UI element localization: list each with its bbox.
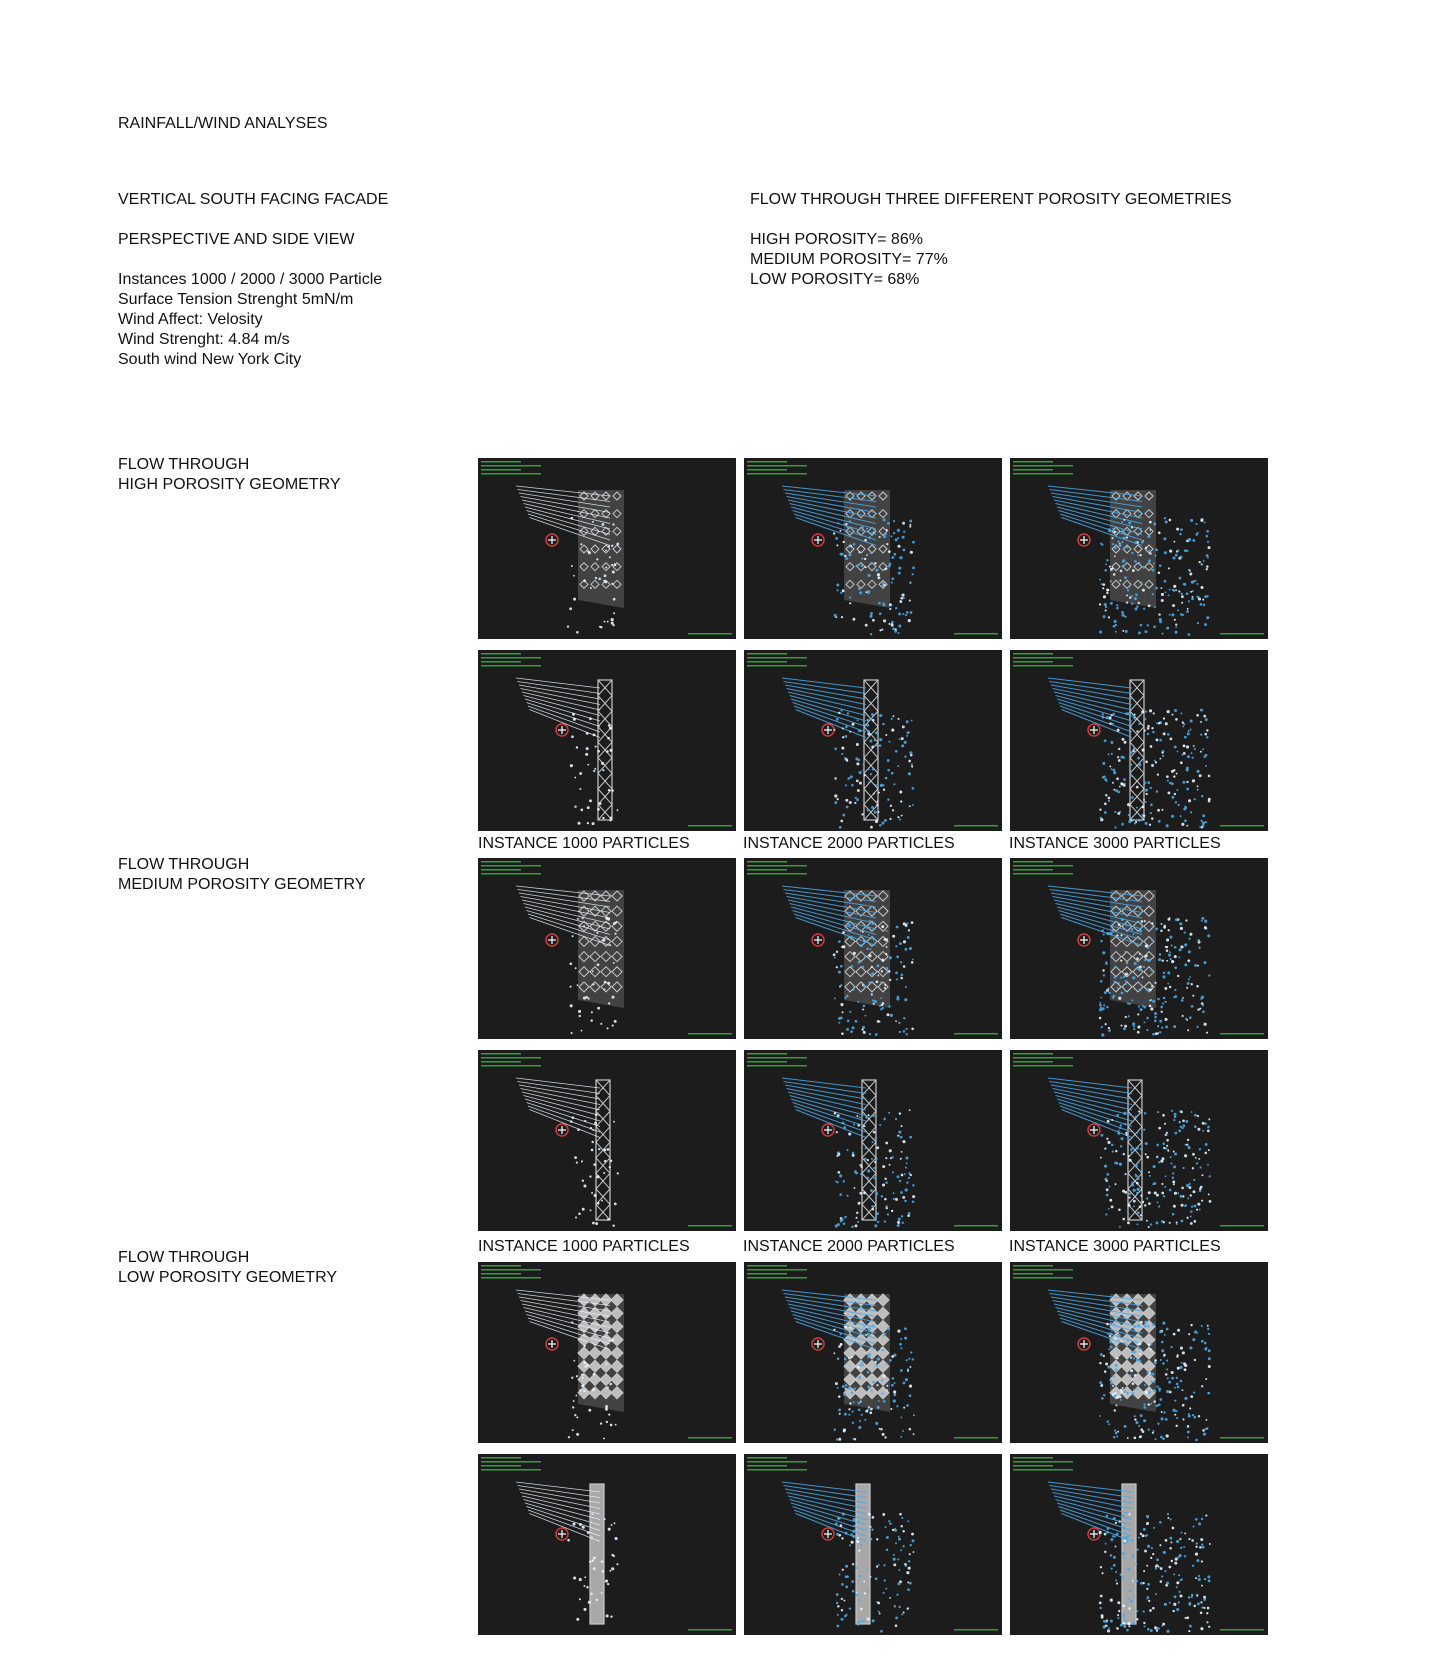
render-medium-side-3000 bbox=[1010, 1050, 1268, 1231]
emitter-marker bbox=[556, 724, 568, 736]
hud-footer bbox=[1220, 825, 1264, 827]
render-canvas bbox=[744, 1454, 1002, 1635]
render-canvas bbox=[744, 1262, 1002, 1443]
porosity-list bbox=[750, 230, 1232, 290]
left-info-block bbox=[118, 190, 388, 370]
param-wind-strength: Wind Strenght: 4.84 m/s bbox=[118, 331, 290, 348]
porosity-low: LOW POROSITY= 68% bbox=[750, 271, 920, 288]
hud-footer bbox=[954, 1629, 998, 1631]
render-high-perspective-2000 bbox=[744, 458, 1002, 639]
hud-overlay bbox=[1013, 1053, 1073, 1067]
hud-footer bbox=[1220, 1437, 1264, 1439]
section-label-line: FLOW THROUGH bbox=[118, 856, 250, 873]
render-low-side-1000 bbox=[478, 1454, 736, 1635]
render-canvas bbox=[1010, 858, 1268, 1039]
emitter-marker bbox=[1088, 1528, 1100, 1540]
emitter-marker bbox=[1078, 534, 1090, 546]
render-high-perspective-3000 bbox=[1010, 458, 1268, 639]
hud-overlay bbox=[481, 461, 541, 475]
render-canvas bbox=[478, 1454, 736, 1635]
render-canvas bbox=[1010, 1050, 1268, 1231]
section-label-medium bbox=[118, 855, 365, 895]
section-label-line: FLOW THROUGH bbox=[118, 456, 250, 473]
hud-footer bbox=[954, 1225, 998, 1227]
hud-overlay bbox=[747, 653, 807, 667]
render-canvas bbox=[478, 858, 736, 1039]
param-wind-location: South wind New York City bbox=[118, 351, 302, 368]
caption-instance-3000: INSTANCE 3000 PARTICLES bbox=[1009, 1238, 1221, 1255]
render-canvas bbox=[744, 858, 1002, 1039]
hud-overlay bbox=[481, 1265, 541, 1279]
particle-stream bbox=[782, 678, 914, 829]
emitter-marker bbox=[812, 534, 824, 546]
right-info-block bbox=[750, 190, 1232, 290]
view-subheading: PERSPECTIVE AND SIDE VIEW bbox=[118, 231, 355, 248]
param-surface-tension: Surface Tension Strenght 5mN/m bbox=[118, 291, 354, 308]
emitter-marker bbox=[1088, 724, 1100, 736]
render-low-perspective-1000 bbox=[478, 1262, 736, 1443]
hud-footer bbox=[954, 825, 998, 827]
section-label-high bbox=[118, 455, 341, 495]
emitter-marker bbox=[546, 534, 558, 546]
hud-overlay bbox=[1013, 861, 1073, 875]
hud-footer bbox=[688, 1225, 732, 1227]
hud-overlay bbox=[747, 461, 807, 475]
hud-overlay bbox=[1013, 1265, 1073, 1279]
hud-overlay bbox=[481, 861, 541, 875]
hud-footer bbox=[954, 1033, 998, 1035]
render-canvas bbox=[1010, 650, 1268, 831]
porosity-medium: MEDIUM POROSITY= 77% bbox=[750, 251, 948, 268]
render-canvas bbox=[478, 650, 736, 831]
hud-footer bbox=[1220, 633, 1264, 635]
facade-geometry bbox=[864, 680, 878, 820]
hud-overlay bbox=[747, 1053, 807, 1067]
render-low-side-3000 bbox=[1010, 1454, 1268, 1635]
hud-overlay bbox=[481, 653, 541, 667]
render-high-side-2000 bbox=[744, 650, 1002, 831]
render-canvas bbox=[744, 458, 1002, 639]
particle-stream bbox=[516, 1078, 619, 1227]
param-instances: Instances 1000 / 2000 / 3000 Particle bbox=[118, 271, 383, 288]
render-canvas bbox=[1010, 1262, 1268, 1443]
render-canvas bbox=[478, 1262, 736, 1443]
emitter-marker bbox=[546, 1338, 558, 1350]
hud-footer bbox=[688, 633, 732, 635]
hud-footer bbox=[688, 1033, 732, 1035]
particle-stream bbox=[782, 1078, 915, 1228]
render-canvas bbox=[1010, 458, 1268, 639]
section-label-line: MEDIUM POROSITY GEOMETRY bbox=[118, 876, 366, 893]
caption-instance-1000: INSTANCE 1000 PARTICLES bbox=[478, 835, 690, 852]
particle-stream bbox=[1048, 678, 1211, 829]
facade-geometry bbox=[862, 1080, 876, 1220]
hud-overlay bbox=[481, 1053, 541, 1067]
emitter-marker bbox=[812, 1338, 824, 1350]
hud-footer bbox=[1220, 1033, 1264, 1035]
hud-footer bbox=[954, 633, 998, 635]
emitter-marker bbox=[1078, 934, 1090, 946]
hud-overlay bbox=[1013, 461, 1073, 475]
emitter-marker bbox=[546, 934, 558, 946]
section-label-low bbox=[118, 1248, 337, 1288]
emitter-marker bbox=[556, 1124, 568, 1136]
hud-footer bbox=[1220, 1629, 1264, 1631]
section-label-line: HIGH POROSITY GEOMETRY bbox=[118, 476, 341, 493]
emitter-marker bbox=[822, 1124, 834, 1136]
emitter-marker bbox=[1078, 1338, 1090, 1350]
hud-footer bbox=[1220, 1225, 1264, 1227]
render-high-side-1000 bbox=[478, 650, 736, 831]
render-canvas bbox=[744, 650, 1002, 831]
caption-instance-2000: INSTANCE 2000 PARTICLES bbox=[743, 1238, 955, 1255]
emitter-marker bbox=[556, 1528, 568, 1540]
page-title: RAINFALL/WIND ANALYSES bbox=[118, 115, 328, 132]
hud-overlay bbox=[747, 1457, 807, 1471]
particle-stream bbox=[782, 1482, 914, 1633]
simulation-parameters bbox=[118, 270, 388, 370]
render-canvas bbox=[744, 1050, 1002, 1231]
render-high-side-3000 bbox=[1010, 650, 1268, 831]
porosity-heading: FLOW THROUGH THREE DIFFERENT POROSITY GEOMETRIES bbox=[750, 191, 1232, 208]
porosity-high: HIGH POROSITY= 86% bbox=[750, 231, 923, 248]
render-low-perspective-2000 bbox=[744, 1262, 1002, 1443]
render-medium-side-1000 bbox=[478, 1050, 736, 1231]
hud-overlay bbox=[481, 1457, 541, 1471]
emitter-marker bbox=[812, 934, 824, 946]
render-medium-perspective-1000 bbox=[478, 858, 736, 1039]
hud-footer bbox=[688, 1629, 732, 1631]
hud-overlay bbox=[1013, 653, 1073, 667]
emitter-marker bbox=[822, 724, 834, 736]
caption-instance-3000: INSTANCE 3000 PARTICLES bbox=[1009, 835, 1221, 852]
hud-footer bbox=[688, 825, 732, 827]
render-medium-side-2000 bbox=[744, 1050, 1002, 1231]
facade-geometry bbox=[590, 1484, 604, 1624]
section-label-line: LOW POROSITY GEOMETRY bbox=[118, 1269, 337, 1286]
hud-footer bbox=[688, 1437, 732, 1439]
caption-instance-2000: INSTANCE 2000 PARTICLES bbox=[743, 835, 955, 852]
render-canvas bbox=[478, 458, 736, 639]
facade-geometry bbox=[856, 1484, 870, 1624]
render-canvas bbox=[478, 1050, 736, 1231]
emitter-marker bbox=[822, 1528, 834, 1540]
param-wind-affect: Wind Affect: Velosity bbox=[118, 311, 263, 328]
hud-overlay bbox=[747, 861, 807, 875]
section-label-line: FLOW THROUGH bbox=[118, 1249, 250, 1266]
render-medium-perspective-2000 bbox=[744, 858, 1002, 1039]
emitter-marker bbox=[1088, 1124, 1100, 1136]
caption-instance-1000: INSTANCE 1000 PARTICLES bbox=[478, 1238, 690, 1255]
hud-footer bbox=[954, 1437, 998, 1439]
particle-stream bbox=[1048, 1078, 1211, 1228]
render-high-perspective-1000 bbox=[478, 458, 736, 639]
render-canvas bbox=[1010, 1454, 1268, 1635]
hud-overlay bbox=[747, 1265, 807, 1279]
render-low-side-2000 bbox=[744, 1454, 1002, 1635]
render-medium-perspective-3000 bbox=[1010, 858, 1268, 1039]
hud-overlay bbox=[1013, 1457, 1073, 1471]
facade-heading: VERTICAL SOUTH FACING FACADE bbox=[118, 191, 389, 208]
render-low-perspective-3000 bbox=[1010, 1262, 1268, 1443]
